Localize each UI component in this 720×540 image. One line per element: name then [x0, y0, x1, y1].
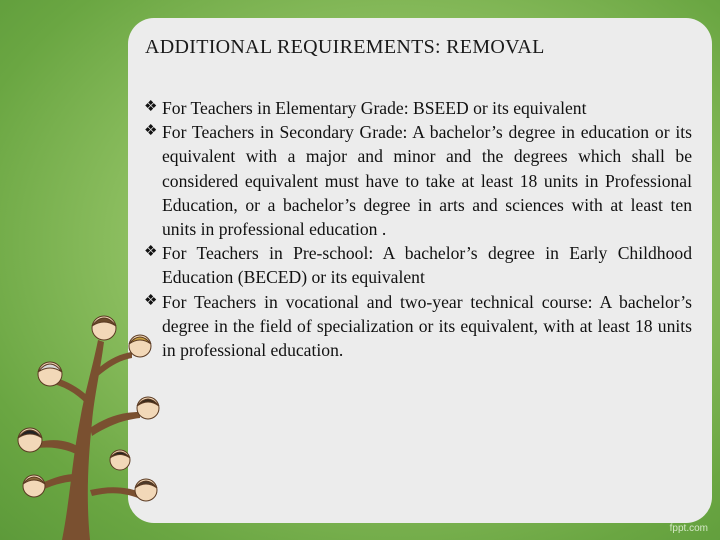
family-tree-illustration: [0, 300, 170, 540]
bullet-item: [144, 120, 692, 241]
bullet-text: For Teachers in Secondary Grade: A bachelor’s degree in education or its equivalent with a major and minor and the degrees which shall be considered equivalent must have to take at least 18 units in Professional Education, or a bachelor’s degree in arts and sciences with at least ten units in professional education .: [162, 122, 692, 240]
diamond-bullet-icon: ❖: [144, 99, 158, 115]
bullet-text: For Teachers in Pre-school: A bachelor’s degree in Early Childhood Education (BECED) or its equivalent: [162, 243, 692, 288]
watermark: fppt.com: [669, 523, 708, 534]
diamond-bullet-icon: ❖: [144, 244, 158, 261]
diamond-bullet-icon: ❖: [144, 123, 158, 140]
bullet-item: [144, 96, 692, 120]
bullet-text: For Teachers in vocational and two-year technical course: A bachelor’s degree in the field of specialization or its equivalent, with at least 18 units in professional education.: [162, 291, 692, 361]
bullet-item: [144, 290, 692, 363]
slide-title: ADDITIONAL REQUIREMENTS: REMOVAL: [145, 36, 545, 58]
bullet-item: [144, 241, 692, 289]
diamond-bullet-icon: ❖: [144, 292, 158, 309]
bullet-text: For Teachers in Elementary Grade: BSEED or its equivalent: [162, 98, 587, 118]
bullet-list: [144, 96, 692, 362]
